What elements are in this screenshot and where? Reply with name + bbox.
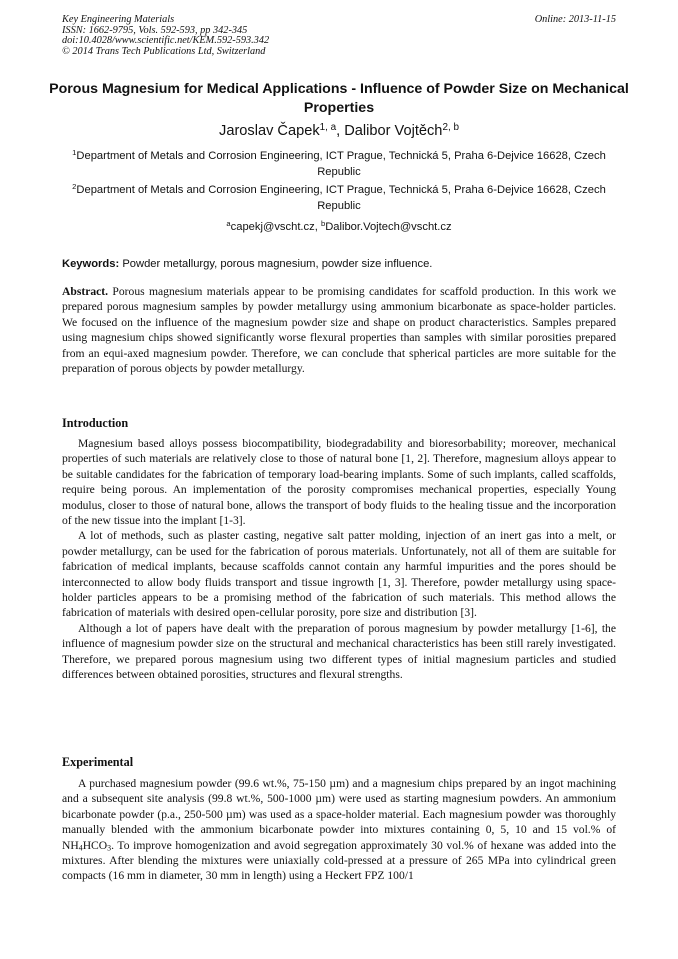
keywords-label: Keywords:: [62, 258, 120, 270]
affiliation-superscript: 1: [72, 148, 77, 158]
affiliation-text: Department of Metals and Corrosion Engineering, ICT Prague, Technická 5, Praha 6-Dejvice 16628, Czech Republic: [76, 184, 606, 212]
author-name: Jaroslav Čapek: [219, 123, 320, 139]
online-date: Online: 2013-11-15: [534, 14, 616, 25]
paper-title: Porous Magnesium for Medical Applications - Influence of Powder Size on Mechanical Properties: [49, 81, 629, 116]
formula-subscript: 3: [107, 843, 112, 853]
journal-name: Key Engineering Materials: [62, 14, 175, 25]
author-superscript: 2, b: [442, 121, 459, 133]
affiliation-superscript: 2: [72, 182, 77, 192]
formula-subscript: 4: [78, 843, 83, 853]
formula-text: HCO: [82, 838, 108, 852]
paragraph-text: A purchased magnesium powder (99.6 wt.%, 75-150 µm) and a magnesium chips prepared by an ingot machining and a subsequent site analysis (99.8 wt.%, 500-1000 µm) were used as starting magnesium powders. An ammonium bicarbonate powder (p.a., 250-500 µm) was used as a space-holder material. Each magnesium powder was thoroughly manually blended with the ammonium bicarbonate powder into mixtures containing 0, 5, 10 and 15 vol.% of NH: [62, 777, 616, 852]
abstract-text: Porous magnesium materials appear to be promising candidates for scaffold production. In this work we prepared porous magnesium samples by powder metallurgy using ammonium bicarbonate as space-holder particles. We focused on the influence of the magnesium powder size and shape on product characteristics. Samples prepared using magnesium chips showed significantly worse flexural properties than samples with similar porosities prepared from an equi-axed magnesium powder. Therefore, we can conclude that spherical particles are more suitable for the preparation of porous objects by powder metallurgy.: [62, 285, 616, 376]
journal-copyright: © 2014 Trans Tech Publications Ltd, Switzerland: [62, 45, 266, 57]
paragraph-text: . To improve homogenization and avoid segregation approximately 30 vol.% of hexane was added into the mixtures. After blending the mixtures were uniaxially cold-pressed at a pressure of 265 MPa into cylindrical green compacts (16 mm in diameter, 30 mm in length) using a Heckert FPZ 100/1: [62, 838, 616, 883]
author-name: Dalibor Vojtěch: [344, 123, 443, 139]
email-superscript: a: [226, 219, 231, 229]
affiliation-text: Department of Metals and Corrosion Engineering, ICT Prague, Technická 5, Praha 6-Dejvice 16628, Czech Republic: [76, 150, 606, 178]
author-emails: [60, 220, 618, 235]
experimental-heading: Experimental: [62, 755, 134, 769]
paragraph: Although a lot of papers have dealt with the preparation of porous magnesium by powder metallurgy [1-6], the influence of magnesium powder size on the structural and mechanical characteristics has been still rarely investigated. Therefore, we prepared porous magnesium using two different types of initial magnesium particles and studied differences between obtained porosities, structures and flexural strengths.: [62, 621, 616, 682]
affiliation-1: [60, 149, 618, 180]
introduction-heading: Introduction: [62, 416, 129, 430]
abstract: [62, 284, 616, 376]
affiliation-2: [60, 183, 618, 214]
author-separator: ,: [336, 123, 345, 139]
journal-doi: doi:10.4028/www.scientific.net/KEM.592-593.342: [62, 35, 270, 47]
email-separator: ,: [314, 221, 321, 233]
introduction-body: [62, 436, 616, 683]
email-address[interactable]: Dalibor.Vojtech@vscht.cz: [325, 221, 452, 233]
journal-header: [62, 15, 616, 57]
keywords: [62, 257, 616, 272]
email-superscript: b: [320, 219, 326, 229]
journal-issn: ISSN: 1662-9795, Vols. 592-593, pp 342-345: [62, 24, 248, 36]
experimental-body: [62, 776, 616, 884]
keywords-text: Powder metallurgy, porous magnesium, powder size influence.: [122, 258, 433, 270]
abstract-label: Abstract.: [62, 285, 109, 298]
paragraph: Magnesium based alloys possess biocompatibility, biodegradability and bioresorbability; moreover, mechanical properties of such materials are relatively close to those of natural bone [1, 2]. Therefore, magnesium alloys appear to be suitable candidates for the fabrication of temporary load-bearing implants. Some of such implants, called scaffolds, require being porous. An implementation of the porosity compromises mechanical properties, especially Young modulus, closer to those of natural bone, allows the transport of body fluids to the healing tissue and the incorporation of the new tissue into the implant [1-3].: [62, 437, 616, 528]
paragraph: [62, 776, 616, 884]
paragraph: A lot of methods, such as plaster casting, negative salt patter molding, injection of an inert gas into a melt, or powder metallurgy, can be used for the fabrication of porous materials. Unfortunately, not all of them are suitable for fabrication of medical implants, because scaffolds cannot contain any harmful impurities and the pores should be interconnected to allow body fluids transport and tissue ingrowth [1, 3]. Therefore, powder metallurgy using space-holder particles appears to be a promising method of the fabrication of such materials. This method allows the fabrication of materials with desired open-cellular porosity, pore size and distribution [3].: [62, 529, 616, 620]
author-list: [40, 121, 638, 141]
author-superscript: 1, a: [319, 121, 337, 133]
email-address[interactable]: capekj@vscht.cz: [230, 221, 315, 233]
